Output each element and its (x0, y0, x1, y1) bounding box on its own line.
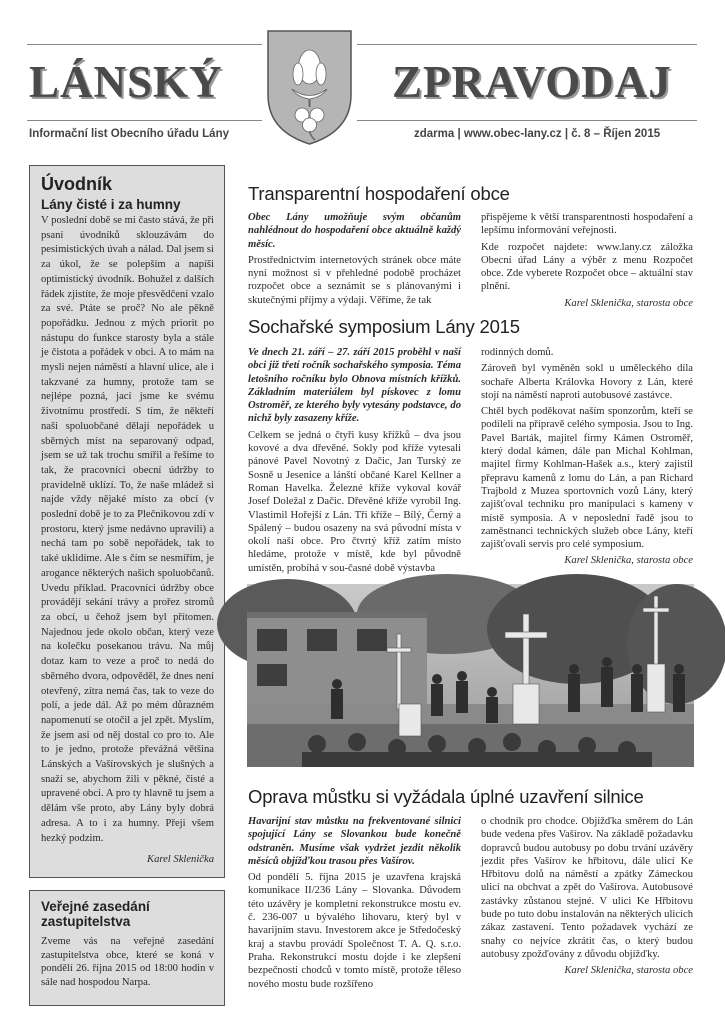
symposium-body-right-1: rodinných domů. (481, 347, 554, 358)
transparency-signature: Karel Sklenička, starosta obce (564, 297, 693, 309)
coat-of-arms-emblem (262, 27, 357, 147)
transparency-body-left: Prostřednictvím internetových stránek obce máte nyní možnost si v přehledné podobě procházet rozpočet obce a seznámit se s plánovanými i skutečnými příjmy a výdaji. Věříme, že tak (248, 254, 461, 306)
bridge-heading: Oprava můstku si vyžádala úplné uzavření silnice (248, 786, 644, 807)
symposium-body-right-2: Zároveň byl vyměněn sokl u uměleckého díla sochaře Alberta Královka Hovory z Lán, které stojí na náměstí naproti autobusové zastávce. (481, 363, 693, 401)
masthead-bottom-rule (27, 120, 697, 121)
symposium-heading: Sochařské symposium Lány 2015 (248, 316, 520, 337)
bridge-col-right (481, 815, 693, 1015)
council-meeting-body: Zveme vás na veřejné zasedání zastupitelstva obce, které se koná v pondělí 26. října 2015 od 18:00 hodin v sále nad hospodou Narpa. (41, 936, 214, 988)
bridge-body-left: Od pondělí 5. října 2015 je uzavřena krajská komunikace II/236 Lány – Slovanka. Důvodem této uzávěry je kompletní rekonstrukce mostu ev. č. 236-007 u bývalého lihovaru, který byl v havarijním stavu. Investorem akce je Středočeský kraj a stavbu provádí Společnost T. A. Q. s.r.o. Praha. Rekonstrukcí mostu dojde i ke zlepšení bezpečnosti chodců v tomto místě, protože těleso nového mostu bude rozšířeno (248, 872, 461, 990)
symposium-col-right (481, 346, 693, 578)
masthead-subtitle-right: zdarma | www.obec-lany.cz | č. 8 – Říjen 2015 (414, 128, 661, 140)
bridge-lead: Havarijní stav můstku na frekventované silnici spojující Lány se Slovankou bude konečně odstraněn. Musíme však vydržet jezdit několik měsíců objížďkou trasou přes Vašírov. (248, 816, 461, 867)
symposium-photo (247, 584, 694, 767)
editorial-signature: Karel Sklenička (147, 854, 214, 866)
bridge-body-right: o chodník pro chodce. Objížďka směrem do Lán bude vedena přes Vašírov. Na základě požadavku dopravců budou autobusy po dobu trvání uzávěry jezdit přes Vašírov ke hřbitovu, dále ulicí Ke Hřbitovu dolů na náměstí a zpátky Zámeckou ulicí na obchvat a zpět do Vašírova. Autobusové zastávky zůstanou stejné. V ulici Ke Hřbitovu bude po tuto dobu instalován na některých ulicích zákaz zastavení. Tento požadavek vychází ze snahy co nejvíce zkrátit čas, o který budou autobusy zpožďovány z důvodu objížďky. (481, 816, 693, 960)
transparency-col-right (481, 211, 693, 309)
council-meeting-heading: Veřejné zasedání zastupitelstva (41, 899, 150, 929)
symposium-signature: Karel Sklenička, starosta obce (564, 555, 693, 567)
symposium-photo-scene (247, 584, 694, 767)
symposium-body-right-3: Chtěl bych poděkovat naším sponzorům, kteří se podíleli na přípravě celého symposia. Jsou to Ing. Pavel Barták, majitel firmy Kámen Ostroměř, který dodal kámen, dále pan Michal Kohlman, majitel firmy Kohlman-Hašek a.s., který zajistil přepravu kamenů z lomu do Lán, a pan Richard Trajbold z Muzea sportovních vozů Lány, který zajišťoval techniku pro manipulaci s kameny v místě symposia. A v neposlední řadě jsou to zaměstnanci technických služeb obce Lány, kteří zajišťovali servis pro celé symposium. (481, 406, 693, 551)
editorial-heading: Úvodník (41, 174, 113, 194)
masthead-title-right: ZPRAVODAJ (392, 57, 672, 107)
transparency-col-left (248, 211, 461, 306)
council-meeting-box (29, 890, 225, 1006)
editorial-body: V poslední době se mi často stává, že při psaní úvodníků sklouzávám do pesimistických úvah a nálad. Dal jsem si za úkol, že se polepším a napíši optimistický úvodník. Bohužel z dalších řádek zjistíte, že moje přesvědčení vzalo za své. Ptáte se proč? No ale pěkně popořádku. Jednou z mých priorit po nástupu do funkce starosty byla a stále je čistota a pořádek v obci. A to mám na mysli nejen náměstí a hlavní ulice, ale i takzvané za humny, protože tam se nejlépe pozná, jací jsme ke svému životnímu prostředí. S tím, že někteří naši spoluobčané dělají nepořádek u sběrných míst na separovaný odpad, jsem se už tak trochu smířil a řešíme to tak, že pracovníci obecní údržby to pravidelně uklízí. To, že naše mládež si najde vždy nějaké místo za obcí (v poslední době je to za Plečnikovou zdí v prostoru, který jsme nedávno upravili) a nechá tam po sobě nepořádek, tak to také uklidíme. Ale s čím se nesmířím, je arogance některých našich spoluobčanů. Uvedu příklad. Pracovníci údržby obce provádějí sekání trávy a prořez stromů za obcí, u čehož jsem byl přítomen. Najednou jede okolo občan, který veze na kolečku posekanou trávu. Na můj dotaz kam to veze a proč to nedá do sběrného dvora, odpověděl, že dnes není otevřený, zítra nemá čas, tak to veze do polí, a jede dál. Až po mém důrazném napomenutí se otočil a jel zpět. Myslím, že jsem asi od něj dostal co pro to. Ale to je jedno, protože převážná většina Lánských a Vašírovských je slušných a snaží se, abychom žili v pěkné, čisté a upravené obci. A pro ty hlavně tu jsem a dělám vše proto, aby Lány byly dobrá adresa. A to i za humny. Přeji všem hezký podzim. (41, 215, 214, 844)
bridge-col-left (248, 815, 461, 1015)
editorial-subheading: Lány čisté i za humny (41, 197, 181, 212)
transparency-lead: Obec Lány umožňuje svým občanům nahlédnout do hospodaření obce aktuálně každý měsíc. (248, 212, 461, 250)
bridge-signature: Karel Sklenička, starosta obce (564, 965, 693, 977)
transparency-heading: Transparentní hospodaření obce (248, 183, 510, 204)
masthead-subtitle-left: Informační list Obecního úřadu Lány (29, 128, 229, 140)
symposium-body-left: Celkem se jedná o čtyři kusy křížků – dva jsou kovové a dva dřevěné. Sokly pod kříže vytesali pánové Pavel Novotný z Dačic, Jan Turský ze Sosně u Jesenice a lánští občané Karel Kellner a Roman Havelka. Železné kříže vykoval kovář Josef Doležal z Dačic. Dřevěné kříže vyrobil Ing. Vlastimil Hořejší z Lán. Tři kříže – Bílý, Černý a Spálený – budou osazeny na svá původní místa v okolí naší obce. Pro čtvrtý kříž zatím místo hledáme, protože v místě, kde byl původně umístěn, probíhá v sou-časné době výstavba (248, 429, 461, 574)
masthead-top-rule (27, 44, 697, 45)
symposium-col-left (248, 346, 461, 578)
symposium-lead: Ve dnech 21. září – 27. září 2015 proběhl v naší obci již třetí ročník sochařského symposia. Téma letošního ročníku bylo Obnova místních křížků. Základním materiálem byl pískovec z lomu Ostroměř, ze kterého byly vytesány podstavce, do nichž byly zasazeny kříže. (248, 347, 461, 425)
transparency-body-right-2: Kde rozpočet najdete: www.lany.cz záložka Obecní úřad Lány a výběr z menu Rozpočet obce. Zde vyberete Rozpočet obce – aktuální stav plnění. (481, 241, 693, 293)
transparency-body-right-1: přispějeme k větší transparentnosti hospodaření a lepšímu informování veřejnosti. (481, 212, 693, 237)
masthead-title-left: LÁNSKÝ (29, 57, 223, 107)
editorial-box (29, 165, 225, 878)
